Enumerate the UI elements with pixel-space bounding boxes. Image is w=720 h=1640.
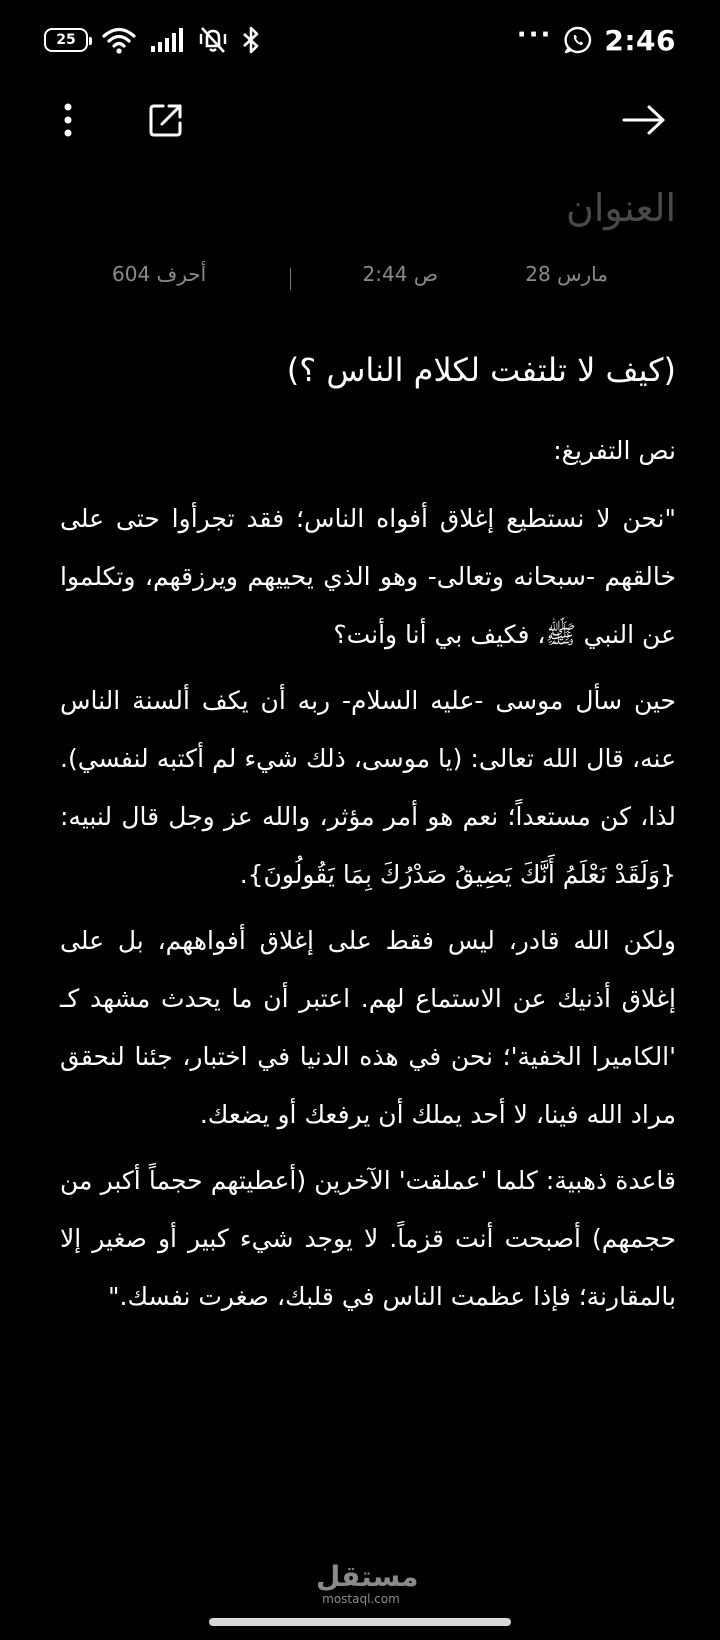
battery-icon	[44, 28, 88, 52]
share-icon	[148, 102, 184, 138]
home-indicator[interactable]	[209, 1618, 511, 1626]
bluetooth-icon	[242, 26, 260, 54]
mute-vibrate-icon	[198, 26, 228, 54]
status-icons-right	[517, 22, 676, 58]
battery-level: 25	[56, 32, 76, 48]
note-paragraph: حين سأل موسى -عليه السلام- ربه أن يكف ألسنة الناس عنه، قال الله تعالى: (يا موسى، ذلك شيء لم أكتبه لنفسي). لذا، كن مستعداً؛ نعم هو أمر مؤثر، والله عز وجل قال لنبيه: {وَلَقَدْ نَعْلَمُ أَنَّكَ يَضِيقُ صَدْرُكَ بِمَا يَقُولُونَ}.	[60, 686, 676, 889]
back-arrow-icon	[622, 104, 666, 136]
watermark-logo	[316, 1560, 419, 1606]
note-heading: (كيف لا تلتفت لكلام الناس ؟)	[286, 351, 676, 389]
note-paragraph: ولكن الله قادر، ليس فقط على إغلاق أفواههم، بل على إغلاق أذنيك عن الاستماع لهم. اعتبر أن ما يحدث مشهد كـ 'الكاميرا الخفية'؛ نحن في هذه الدنيا في اختبار، جئنا لنحقق مراد الله فينا، لا أحد يملك أن يرفعك أو يضعك.	[60, 926, 676, 1129]
status-time: 2:46	[604, 23, 676, 57]
status-bar	[0, 0, 720, 80]
character-count: 604 أحرف	[112, 262, 207, 286]
wifi-icon	[102, 26, 136, 54]
note-meta	[0, 262, 720, 294]
watermark-logo-text: مستقل	[316, 1560, 419, 1593]
note-time: 2:44 ص	[362, 262, 438, 286]
note-paragraph: قاعدة ذهبية: كلما 'عملقت' الآخرين (أعطيتهم حجماً أكبر من حجمهم) أصبحت أنت قزماً. لا يوجد شيء كبير أو صغير إلا بالمقارنة؛ فإذا عظمت الناس في قلبك، صغرت نفسك."	[60, 1166, 676, 1311]
note-body[interactable]	[60, 344, 676, 1334]
more-notifications-icon: ···	[516, 20, 553, 50]
signal-icon	[150, 27, 184, 53]
status-icons-left	[44, 24, 260, 56]
watermark-url: mostaql.com	[322, 1592, 400, 1606]
note-title-field[interactable]: العنوان	[565, 186, 676, 230]
note-paragraph: "نحن لا نستطيع إغلاق أفواه الناس؛ فقد تجرأوا حتى على خالقهم -سبحانه وتعالى- وهو الذي يحييهم ويرزقهم، وتكلموا عن النبي ﷺ، فكيف بي أنا وأنت؟	[60, 504, 676, 649]
note-toolbar	[0, 88, 720, 152]
note-paragraph: نص التفريغ:	[553, 436, 676, 465]
whatsapp-icon	[564, 26, 592, 54]
more-options-button[interactable]	[40, 88, 96, 152]
meta-divider	[290, 268, 291, 290]
more-vertical-icon	[63, 102, 73, 138]
note-date: 28 مارس	[525, 262, 608, 286]
share-button[interactable]	[134, 88, 198, 152]
back-button[interactable]	[608, 88, 680, 152]
